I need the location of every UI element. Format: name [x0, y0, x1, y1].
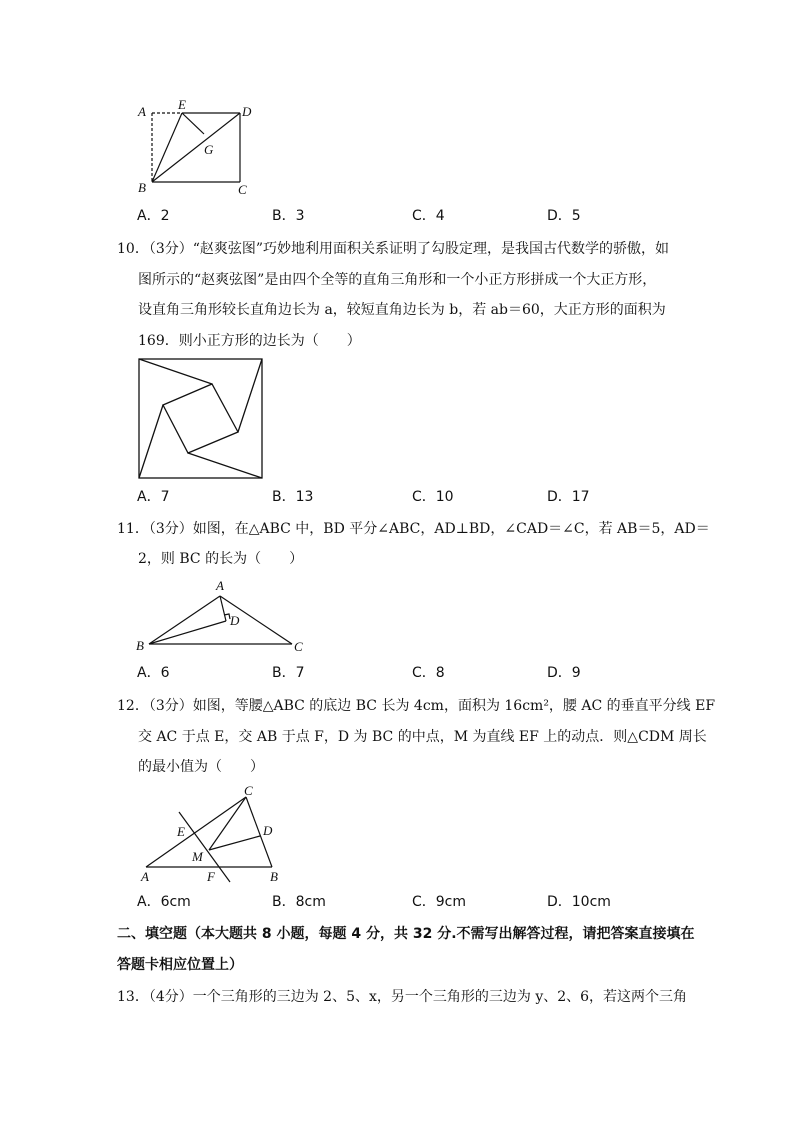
q12-label-m: M [192, 849, 203, 864]
q10-stem-line-4: 169．则小正方形的边长为（ ） [138, 333, 361, 349]
q12-stem-line-3: 的最小值为（ ） [138, 759, 264, 775]
q11-stem-line-2: 2，则 BC 的长为（ ） [138, 551, 304, 567]
q10-option-c[interactable]: C．10 [412, 489, 454, 505]
q10-option-b[interactable]: B．13 [272, 489, 314, 505]
q10-option-d[interactable]: D．17 [547, 489, 590, 505]
q9-label-g: G [204, 142, 214, 157]
q12-option-a[interactable]: A．6cm [137, 894, 191, 910]
q9-label-e: E [178, 97, 186, 112]
q12-label-c: C [244, 784, 253, 798]
section-2-heading-line-2: 答题卡相应位置上） [117, 957, 243, 973]
q12-stem-line-1: 12．（3分）如图，等腰△ABC 的底边 BC 长为 4cm，面积为 16cm²，腰 AC 的垂直平分线 EF [117, 698, 716, 714]
q9-option-c[interactable]: C．4 [412, 208, 445, 224]
q11-option-c[interactable]: C．8 [412, 665, 445, 681]
q11-label-a: A [216, 578, 224, 593]
q12-stem-line-2: 交 AC 于点 E，交 AB 于点 F，D 为 BC 的中点，M 为直线 EF 上的动点．则△CDM 周长 [138, 729, 707, 745]
q12-label-b: B [270, 869, 278, 884]
q11-label-b: B [136, 638, 144, 653]
q9-label-c: C [238, 182, 247, 197]
q11-label-d: D [230, 613, 240, 628]
q10-stem-line-3: 设直角三角形较长直角边长为 a，较短直角边长为 b，若 ab＝60，大正方形的面积为 [138, 302, 666, 318]
q12-option-c[interactable]: C．9cm [412, 894, 467, 910]
section-2-heading-line-1: 二、填空题（本大题共 8 小题，每题 4 分，共 32 分.不需写出解答过程，请把答案直接填在 [117, 926, 695, 942]
q13-stem-line-1: 13．（4分）一个三角形的三边为 2、5、x，另一个三角形的三边为 y、2、6，若这两个三角 [117, 989, 688, 1005]
q9-option-a[interactable]: A．2 [137, 208, 170, 224]
q9-option-b[interactable]: B．3 [272, 208, 305, 224]
q10-zhao-shuang-diagram [138, 358, 264, 480]
q11-stem-line-1: 11．（3分）如图，在△ABC 中，BD 平分∠ABC，AD⊥BD，∠CAD＝∠C，若 AB＝5，AD＝ [117, 521, 710, 537]
q10-option-a[interactable]: A．7 [137, 489, 170, 505]
q11-option-b[interactable]: B．7 [272, 665, 305, 681]
q9-label-d: D [242, 104, 252, 119]
q11-triangle-figure [132, 576, 312, 658]
q10-stem-line-2: 图所示的“赵爽弦图”是由四个全等的直角三角形和一个小正方形拼成一个大正方形， [138, 272, 657, 288]
q12-option-d[interactable]: D．10cm [547, 894, 611, 910]
q11-option-d[interactable]: D．9 [547, 665, 581, 681]
q11-option-a[interactable]: A．6 [137, 665, 170, 681]
q12-label-d: D [263, 823, 273, 838]
q9-label-b: B [138, 180, 146, 195]
q11-label-c: C [294, 639, 303, 654]
q9-rectangle-figure [130, 96, 260, 198]
q9-option-d[interactable]: D．5 [547, 208, 581, 224]
q12-isosceles-triangle-figure [136, 784, 296, 886]
q12-option-b[interactable]: B．8cm [272, 894, 326, 910]
q12-label-e: E [177, 824, 185, 839]
q12-label-a: A [141, 869, 149, 884]
q10-stem-line-1: 10．（3分）“赵爽弦图”巧妙地利用面积关系证明了勾股定理，是我国古代数学的骄傲，如 [117, 241, 670, 257]
q12-label-f: F [207, 869, 215, 884]
q9-label-a: A [138, 104, 146, 119]
